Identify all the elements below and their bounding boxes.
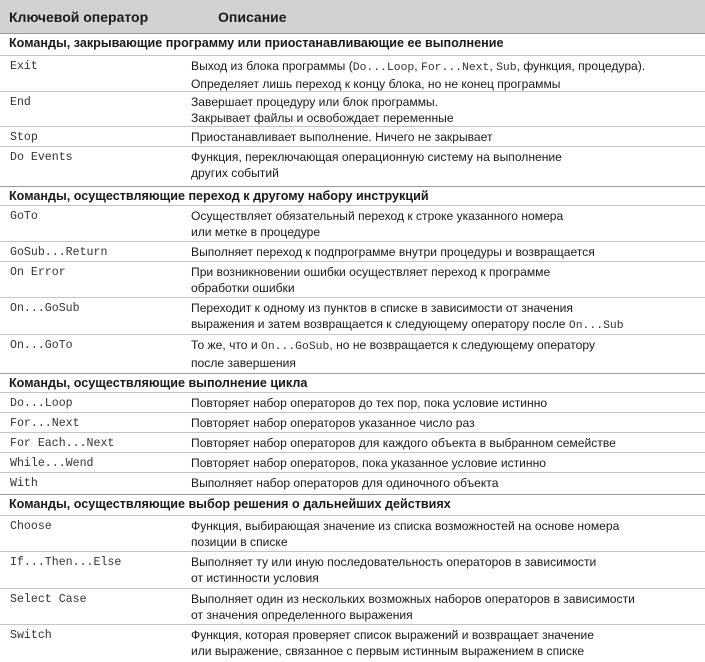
section-title: Команды, осуществляющие переход к другому набору инструкций (9, 189, 429, 203)
keyword-cell: If...Then...Else (10, 556, 122, 569)
description-cell: Выход из блока программы (Do...Loop, For...Next, Sub, функция, процедура). Определяет лишь переход к концу блока, но не конец программы (191, 59, 646, 91)
row-divider (0, 452, 705, 453)
keyword-cell: GoTo (10, 210, 38, 223)
keyword-cell: On...GoSub (10, 302, 80, 315)
row-divider (0, 412, 705, 413)
section-title: Команды, осуществляющие выбор решения о дальнейших действиях (9, 497, 451, 511)
row-divider (0, 261, 705, 262)
keyword-cell: On Error (10, 266, 66, 279)
keyword-cell: Do...Loop (10, 397, 73, 410)
description-cell: Функция, переключающая операционную систему на выполнение других событий (191, 150, 562, 180)
row-divider (0, 55, 705, 56)
description-cell: Функция, выбирающая значение из списка возможностей на основе номера позиции в списке (191, 519, 620, 549)
table-row (0, 555, 705, 589)
description-cell: Завершает процедуру или блок программы. Закрывает файлы и освобождает переменные (191, 95, 454, 125)
keyword-cell: On...GoTo (10, 339, 73, 352)
row-divider (0, 334, 705, 335)
description-cell: Переходит к одному из пунктов в списке в зависимости от значения выражения и затем возвращается к следующему оператору после On...Sub (191, 301, 624, 332)
section-title: Команды, осуществляющие выполнение цикла (9, 376, 308, 390)
keyword-cell: Do Events (10, 151, 73, 164)
table-row (0, 59, 705, 94)
keyword-cell: Exit (10, 60, 38, 73)
row-divider (0, 472, 705, 473)
row-divider (0, 146, 705, 147)
description-cell: Приостанавливает выполнение. Ничего не закрывает (191, 130, 493, 144)
section-title: Команды, закрывающие программу или приостанавливающие ее выполнение (9, 36, 504, 50)
keyword-cell: With (10, 477, 38, 490)
header-description-column: Описание (218, 9, 287, 25)
description-cell: То же, что и On...GoSub, но не возвращается к следующему оператору после завершения (191, 338, 595, 370)
keyword-cell: For...Next (10, 417, 80, 430)
table-row (0, 95, 705, 129)
description-cell: Выполняет набор операторов для одиночного объекта (191, 476, 499, 490)
row-divider (0, 205, 705, 206)
table-row (0, 150, 705, 184)
description-cell: Выполняет переход к подпрограмме внутри процедуры и возвращается (191, 245, 595, 259)
description-cell: Выполняет один из нескольких возможных наборов операторов в зависимости от значения определенного выражения (191, 592, 635, 622)
row-divider (0, 392, 705, 393)
row-divider (0, 241, 705, 242)
keyword-cell: For Each...Next (10, 437, 115, 450)
table-row (0, 338, 705, 372)
table-row (0, 519, 705, 553)
row-divider (0, 624, 705, 625)
row-divider (0, 33, 705, 34)
table-row (0, 628, 705, 662)
table-row (0, 265, 705, 299)
row-divider (0, 515, 705, 516)
table-row (0, 301, 705, 335)
row-divider (0, 588, 705, 589)
keyword-cell: GoSub...Return (10, 246, 108, 259)
table-row (0, 209, 705, 243)
keyword-cell: Choose (10, 520, 52, 533)
table-row (0, 476, 705, 494)
description-cell: Выполняет ту или иную последовательность операторов в зависимости от истинности условия (191, 555, 597, 585)
row-divider (0, 186, 705, 187)
description-cell: Повторяет набор операторов, пока указанное условие истинно (191, 456, 546, 470)
description-cell: При возникновении ошибки осуществляет переход к программе обработки ошибки (191, 265, 551, 295)
keyword-cell: Switch (10, 629, 52, 642)
inline-keyword: For...Next (421, 62, 490, 74)
table-header (0, 0, 705, 33)
description-cell: Повторяет набор операторов для каждого объекта в выбранном семействе (191, 436, 616, 450)
keyword-cell: End (10, 96, 31, 109)
description-cell: Повторяет набор операторов до тех пор, пока условие истинно (191, 396, 548, 410)
row-divider (0, 297, 705, 298)
row-divider (0, 432, 705, 433)
keyword-cell: Stop (10, 131, 38, 144)
keyword-cell: While...Wend (10, 457, 94, 470)
inline-keyword: Sub (496, 62, 517, 74)
inline-keyword: On...Sub (568, 319, 624, 332)
row-divider (0, 91, 705, 92)
row-divider (0, 373, 705, 374)
description-cell: Функция, которая проверяет список выражений и возвращает значение или выражение, связанное с первым истинным выражением в списке (191, 628, 594, 658)
inline-keyword: On...GoSub (260, 341, 330, 353)
row-divider (0, 551, 705, 552)
table-row (0, 592, 705, 626)
header-keyword-column: Ключевой оператор (9, 9, 149, 25)
row-divider (0, 494, 705, 495)
keyword-cell: Select Case (10, 593, 87, 606)
description-cell: Осуществляет обязательный переход к строке указанного номера или метке в процедуре (191, 209, 564, 239)
description-cell: Повторяет набор операторов указанное число раз (191, 416, 475, 430)
inline-keyword: Do...Loop (352, 62, 415, 74)
row-divider (0, 126, 705, 127)
